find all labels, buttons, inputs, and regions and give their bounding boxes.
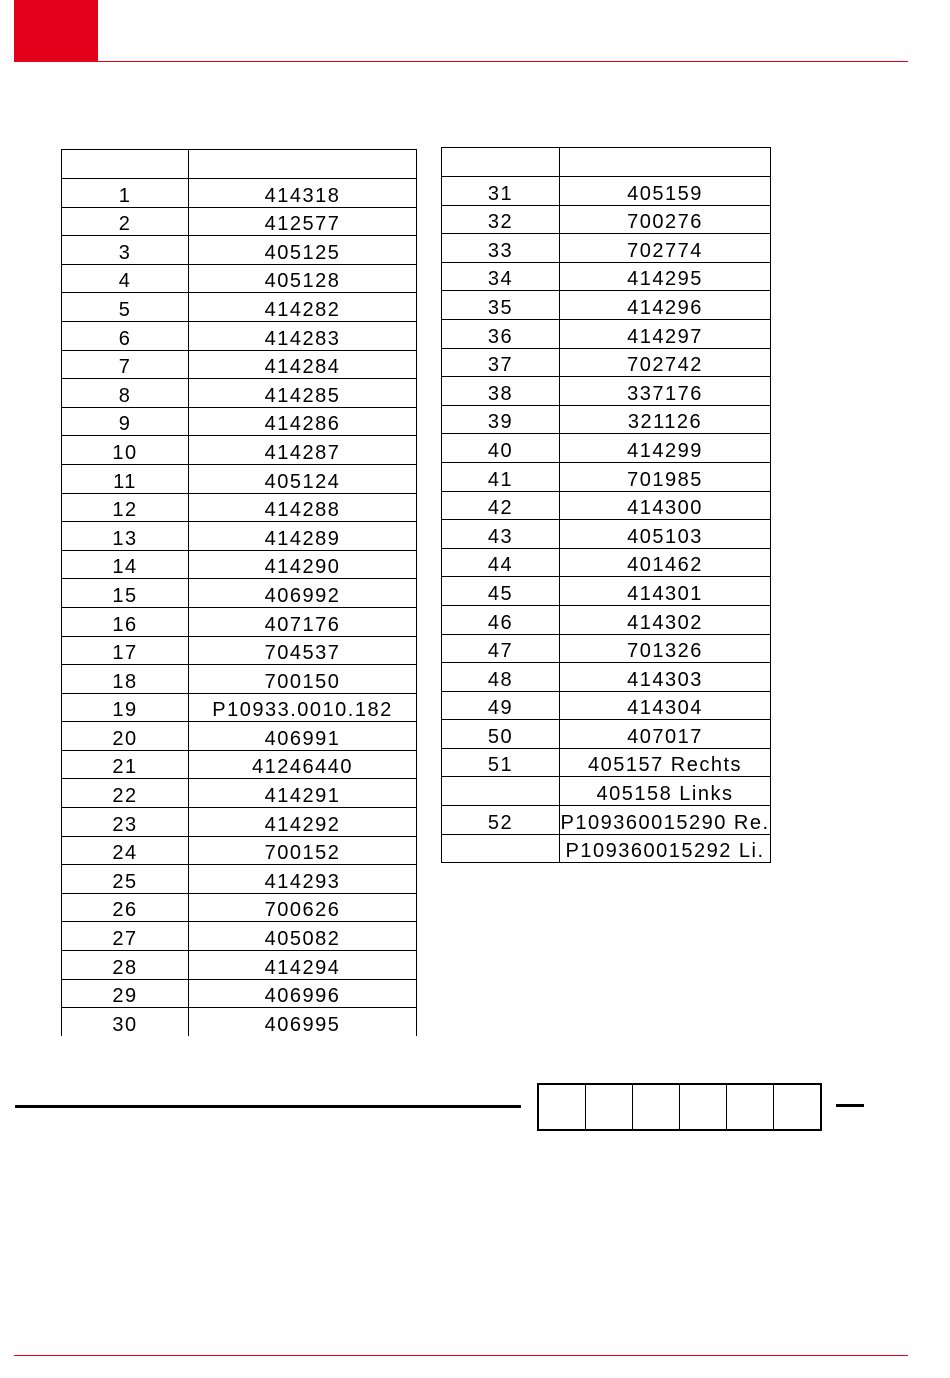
part-number-cell: 401462 (560, 548, 771, 577)
position-number-cell: 35 (442, 291, 560, 320)
part-number-cell: 702742 (560, 348, 771, 377)
table-row (62, 951, 417, 980)
position-number-cell: 52 (442, 806, 560, 835)
part-number-cell: 414304 (560, 691, 771, 720)
table-row (442, 777, 771, 806)
footer-rule (14, 1355, 908, 1356)
part-number-cell: 405103 (560, 520, 771, 549)
position-number-cell: 48 (442, 663, 560, 692)
position-number-cell: 21 (62, 750, 189, 779)
position-number-cell: 51 (442, 748, 560, 777)
position-number-cell: 36 (442, 319, 560, 348)
table-row (442, 434, 771, 463)
table-row (62, 636, 417, 665)
date-box (586, 1085, 633, 1129)
table-row (62, 665, 417, 694)
position-number-cell: 18 (62, 665, 189, 694)
table-row (62, 407, 417, 436)
table-row (62, 1008, 417, 1037)
part-number-cell: 414288 (189, 493, 417, 522)
table-row (62, 865, 417, 894)
table-row (442, 548, 771, 577)
table-row (62, 236, 417, 265)
part-number-cell: 700152 (189, 836, 417, 865)
position-number-cell: 27 (62, 922, 189, 951)
date-box (727, 1085, 774, 1129)
table-row (62, 350, 417, 379)
part-number-cell: 405082 (189, 922, 417, 951)
part-number-cell: 406992 (189, 579, 417, 608)
position-number-cell: 4 (62, 264, 189, 293)
part-number-cell: P109360015290 Re. (560, 806, 771, 835)
table-row (62, 893, 417, 922)
table-row (442, 462, 771, 491)
position-number-cell: 39 (442, 405, 560, 434)
table-row (442, 748, 771, 777)
table-row (62, 722, 417, 751)
header-cell-part-number (189, 150, 417, 179)
table-row (442, 319, 771, 348)
date-box-strip (537, 1083, 822, 1131)
part-number-cell: 41246440 (189, 750, 417, 779)
header-cell-position (62, 150, 189, 179)
position-number-cell: 38 (442, 377, 560, 406)
part-number-cell: 406995 (189, 1008, 417, 1037)
part-number-cell: 414293 (189, 865, 417, 894)
table-row (62, 750, 417, 779)
header-cell-position (442, 148, 560, 177)
table-row (442, 520, 771, 549)
date-box (774, 1085, 820, 1129)
table-row (62, 379, 417, 408)
part-number-cell: 704537 (189, 636, 417, 665)
table-row (442, 605, 771, 634)
position-number-cell: 42 (442, 491, 560, 520)
part-number-cell: 414300 (560, 491, 771, 520)
part-number-cell: P10933.0010.182 (189, 693, 417, 722)
position-number-cell: 17 (62, 636, 189, 665)
part-number-cell: 414285 (189, 379, 417, 408)
position-number-cell: 2 (62, 207, 189, 236)
table-row (62, 293, 417, 322)
position-number-cell: 37 (442, 348, 560, 377)
position-number-cell (442, 777, 560, 806)
position-number-cell: 32 (442, 205, 560, 234)
part-number-cell: P109360015292 Li. (560, 834, 771, 863)
part-number-cell: 700626 (189, 893, 417, 922)
header-rule (14, 61, 908, 62)
position-number-cell: 15 (62, 579, 189, 608)
part-number-cell: 414292 (189, 808, 417, 837)
part-number-cell: 407176 (189, 607, 417, 636)
footer-dash (836, 1104, 864, 1107)
table-row (442, 205, 771, 234)
part-number-cell: 701985 (560, 462, 771, 491)
part-number-cell: 414296 (560, 291, 771, 320)
table-row (62, 836, 417, 865)
position-number-cell: 13 (62, 522, 189, 551)
table-row (62, 779, 417, 808)
position-number-cell: 33 (442, 234, 560, 263)
footer-line (15, 1105, 521, 1108)
position-number-cell: 8 (62, 379, 189, 408)
part-number-cell: 414302 (560, 605, 771, 634)
date-box (633, 1085, 680, 1129)
table-row (62, 922, 417, 951)
position-number-cell: 20 (62, 722, 189, 751)
position-number-cell: 14 (62, 550, 189, 579)
table-row (442, 691, 771, 720)
position-number-cell: 28 (62, 951, 189, 980)
part-number-cell: 414291 (189, 779, 417, 808)
position-number-cell: 30 (62, 1008, 189, 1037)
parts-table-left (61, 149, 417, 1036)
part-number-cell: 405157 Rechts (560, 748, 771, 777)
position-number-cell: 40 (442, 434, 560, 463)
part-number-cell: 414297 (560, 319, 771, 348)
position-number-cell: 44 (442, 548, 560, 577)
position-number-cell: 46 (442, 605, 560, 634)
table-row (442, 806, 771, 835)
table-row (442, 177, 771, 206)
part-number-cell: 414286 (189, 407, 417, 436)
table-row (62, 179, 417, 208)
part-number-cell: 701326 (560, 634, 771, 663)
position-number-cell: 3 (62, 236, 189, 265)
position-number-cell: 23 (62, 808, 189, 837)
part-number-cell: 414301 (560, 577, 771, 606)
position-number-cell: 22 (62, 779, 189, 808)
part-number-cell: 412577 (189, 207, 417, 236)
part-number-cell: 700150 (189, 665, 417, 694)
table-row (442, 405, 771, 434)
table-row (442, 577, 771, 606)
part-number-cell: 405128 (189, 264, 417, 293)
position-number-cell: 7 (62, 350, 189, 379)
part-number-cell: 414282 (189, 293, 417, 322)
table-header-row (62, 150, 417, 179)
position-number-cell: 49 (442, 691, 560, 720)
part-number-cell: 321126 (560, 405, 771, 434)
part-number-cell: 405124 (189, 464, 417, 493)
table-row (62, 464, 417, 493)
table-row (62, 979, 417, 1008)
position-number-cell: 31 (442, 177, 560, 206)
position-number-cell: 10 (62, 436, 189, 465)
part-number-cell: 414287 (189, 436, 417, 465)
table-header-row (442, 148, 771, 177)
table-row (442, 262, 771, 291)
part-number-cell: 414295 (560, 262, 771, 291)
part-number-cell: 414284 (189, 350, 417, 379)
table-row (62, 264, 417, 293)
position-number-cell: 29 (62, 979, 189, 1008)
table-row (62, 693, 417, 722)
position-number-cell: 26 (62, 893, 189, 922)
table-row (442, 663, 771, 692)
part-number-cell: 414318 (189, 179, 417, 208)
table-row (442, 291, 771, 320)
position-number-cell: 9 (62, 407, 189, 436)
position-number-cell: 41 (442, 462, 560, 491)
table-row (62, 808, 417, 837)
part-number-cell: 414283 (189, 321, 417, 350)
header-cell-part-number (560, 148, 771, 177)
part-number-cell: 414303 (560, 663, 771, 692)
part-number-cell: 414294 (189, 951, 417, 980)
position-number-cell: 19 (62, 693, 189, 722)
table-row (442, 377, 771, 406)
part-number-cell: 414290 (189, 550, 417, 579)
date-box (539, 1085, 586, 1129)
position-number-cell: 11 (62, 464, 189, 493)
part-number-cell: 405158 Links (560, 777, 771, 806)
part-number-cell: 405159 (560, 177, 771, 206)
table-row (62, 522, 417, 551)
part-number-cell: 405125 (189, 236, 417, 265)
table-row (62, 436, 417, 465)
table-row (442, 491, 771, 520)
part-number-cell: 407017 (560, 720, 771, 749)
position-number-cell: 34 (442, 262, 560, 291)
part-number-cell: 700276 (560, 205, 771, 234)
table-row (62, 550, 417, 579)
position-number-cell: 5 (62, 293, 189, 322)
part-number-cell: 414299 (560, 434, 771, 463)
position-number-cell: 24 (62, 836, 189, 865)
part-number-cell: 414289 (189, 522, 417, 551)
table-row (442, 348, 771, 377)
table-row (62, 493, 417, 522)
position-number-cell: 16 (62, 607, 189, 636)
brand-accent-block (14, 0, 98, 62)
table-row (442, 834, 771, 863)
position-number-cell: 12 (62, 493, 189, 522)
parts-table-right (441, 147, 771, 863)
position-number-cell: 25 (62, 865, 189, 894)
position-number-cell: 45 (442, 577, 560, 606)
table-row (62, 207, 417, 236)
date-box (680, 1085, 727, 1129)
position-number-cell: 50 (442, 720, 560, 749)
table-row (442, 634, 771, 663)
table-row (442, 234, 771, 263)
part-number-cell: 337176 (560, 377, 771, 406)
position-number-cell: 47 (442, 634, 560, 663)
table-row (442, 720, 771, 749)
position-number-cell: 1 (62, 179, 189, 208)
table-row (62, 607, 417, 636)
table-row (62, 321, 417, 350)
part-number-cell: 702774 (560, 234, 771, 263)
part-number-cell: 406991 (189, 722, 417, 751)
part-number-cell: 406996 (189, 979, 417, 1008)
position-number-cell: 43 (442, 520, 560, 549)
position-number-cell: 6 (62, 321, 189, 350)
position-number-cell (442, 834, 560, 863)
table-row (62, 579, 417, 608)
